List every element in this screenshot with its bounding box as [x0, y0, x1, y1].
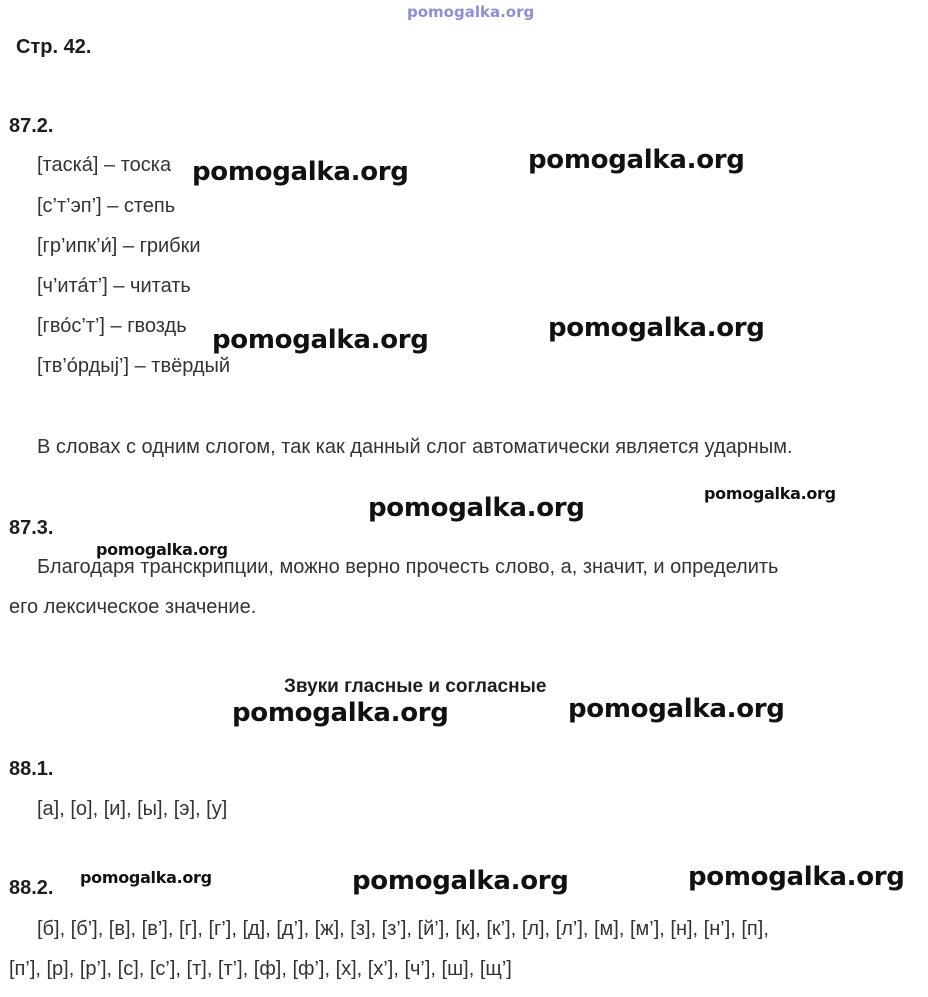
watermark: pomogalka.org	[704, 484, 836, 503]
watermark: pomogalka.org	[548, 313, 765, 343]
transcription-line: [гво́с’т’] – гвоздь	[37, 315, 187, 337]
top-watermark: pomogalka.org	[407, 3, 535, 21]
exercise-number-88-2: 88.2.	[9, 877, 54, 899]
transcription-line: [таска́] – тоска	[37, 154, 172, 176]
exercise-number-88-1: 88.1.	[9, 758, 54, 780]
watermark: pomogalka.org	[192, 157, 409, 187]
exercise-number-87-2: 87.2.	[9, 115, 54, 137]
watermark: pomogalka.org	[352, 866, 569, 896]
watermark: pomogalka.org	[368, 493, 585, 523]
watermark: pomogalka.org	[96, 540, 228, 559]
answer-text-line-1: Благодаря транскрипции, можно верно прочесть слово, а, значит, и определить	[37, 556, 779, 578]
page-label: Стр. 42.	[16, 36, 92, 58]
exercise-number-87-3: 87.3.	[9, 517, 54, 539]
explanation-text: В словах с одним слогом, так как данный слог автоматически является ударным.	[37, 436, 793, 458]
watermark: pomogalka.org	[232, 698, 449, 728]
vowels-list: [а], [о], [и], [ы], [э], [у]	[37, 798, 228, 820]
watermark: pomogalka.org	[688, 862, 905, 892]
watermark: pomogalka.org	[528, 145, 745, 175]
transcription-line: [тв’о́рдыj’] – твёрдый	[37, 355, 231, 377]
answer-text-line-2: его лексическое значение.	[9, 596, 257, 618]
watermark: pomogalka.org	[212, 325, 429, 355]
consonants-list-line-2: [п’], [р], [р’], [с], [с’], [т], [т’], [ф], [ф’], [х], [х’], [ч’], [ш], [щ’]	[9, 958, 512, 980]
consonants-list-line-1: [б], [б’], [в], [в’], [г], [г’], [д], [д’], [ж], [з], [з’], [й’], [к], [к’], [л], [л’], [м], [м’], [н], [н’], [п],	[37, 918, 769, 940]
section-title: Звуки гласные и согласные	[284, 676, 547, 697]
transcription-line: [ч’ита́т’] – читать	[37, 275, 191, 297]
watermark: pomogalka.org	[80, 868, 212, 887]
transcription-line: [с’т’эп’] – степь	[37, 195, 176, 217]
watermark: pomogalka.org	[568, 694, 785, 724]
transcription-line: [гр’ипк’и́] – грибки	[37, 235, 201, 257]
